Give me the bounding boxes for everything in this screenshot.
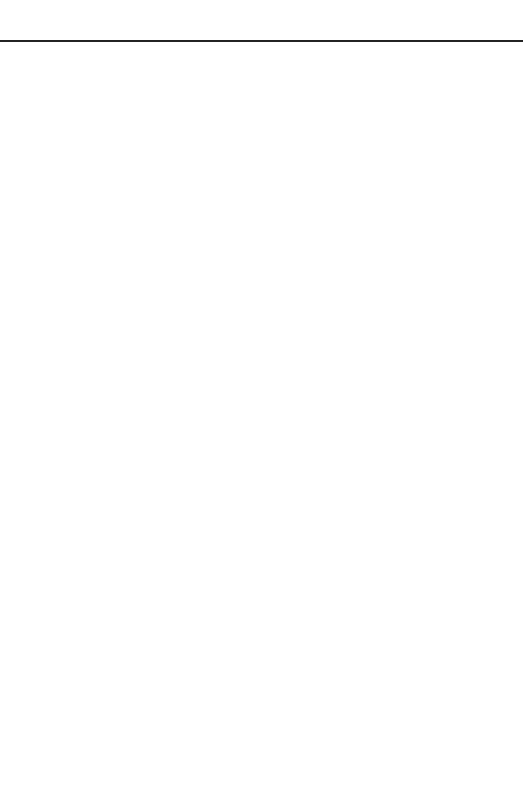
header-divider bbox=[0, 40, 523, 42]
page-header bbox=[0, 0, 523, 38]
